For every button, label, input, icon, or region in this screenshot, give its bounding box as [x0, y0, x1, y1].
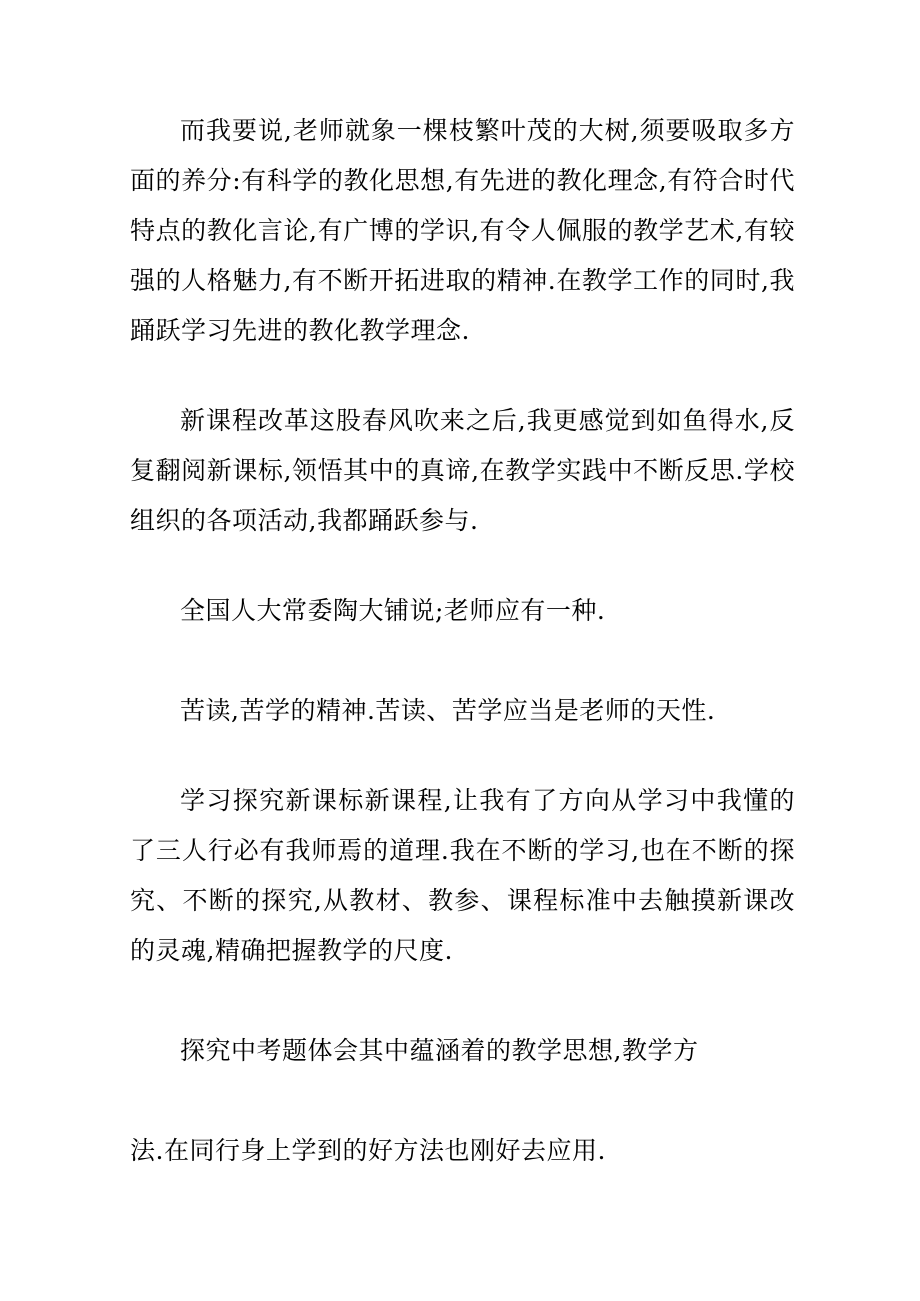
paragraph-4: 苦读,苦学的精神.苦读、苦学应当是老师的天性.: [180, 696, 716, 725]
paragraph-1: 而我要说,老师就象一棵枝繁叶茂的大树,须要吸取多方面的养分:有科学的教化思想,有先进的教化理念,有符合时代特点的教化言论,有广博的学识,有令人佩服的教学艺术,有较强的人格魅力,有不断开拓进取的精神.在教学工作的同时,我踊跃学习先进的教化教学理念.: [130, 116, 795, 345]
paragraph-3: 全国人大常委陶大铺说;老师应有一种.: [180, 596, 606, 625]
paragraph-2: 新课程改革这股春风吹来之后,我更感觉到如鱼得水,反复翻阅新课标,领悟其中的真谛,在教学实践中不断反思.学校组织的各项活动,我都踊跃参与.: [130, 406, 795, 535]
paragraph-7: 法.在同行身上学到的好方法也刚好去应用.: [130, 1136, 606, 1165]
paragraph-6: 探究中考题体会其中蕴涵着的教学思想,教学方: [180, 1036, 699, 1065]
paragraph-5: 学习探究新课标新课程,让我有了方向从学习中我懂的了三人行必有我师焉的道理.我在不断的学习,也在不断的探究、不断的探究,从教材、教参、课程标准中去触摸新课改的灵魂,精确把握教学的尺度.: [130, 786, 795, 965]
